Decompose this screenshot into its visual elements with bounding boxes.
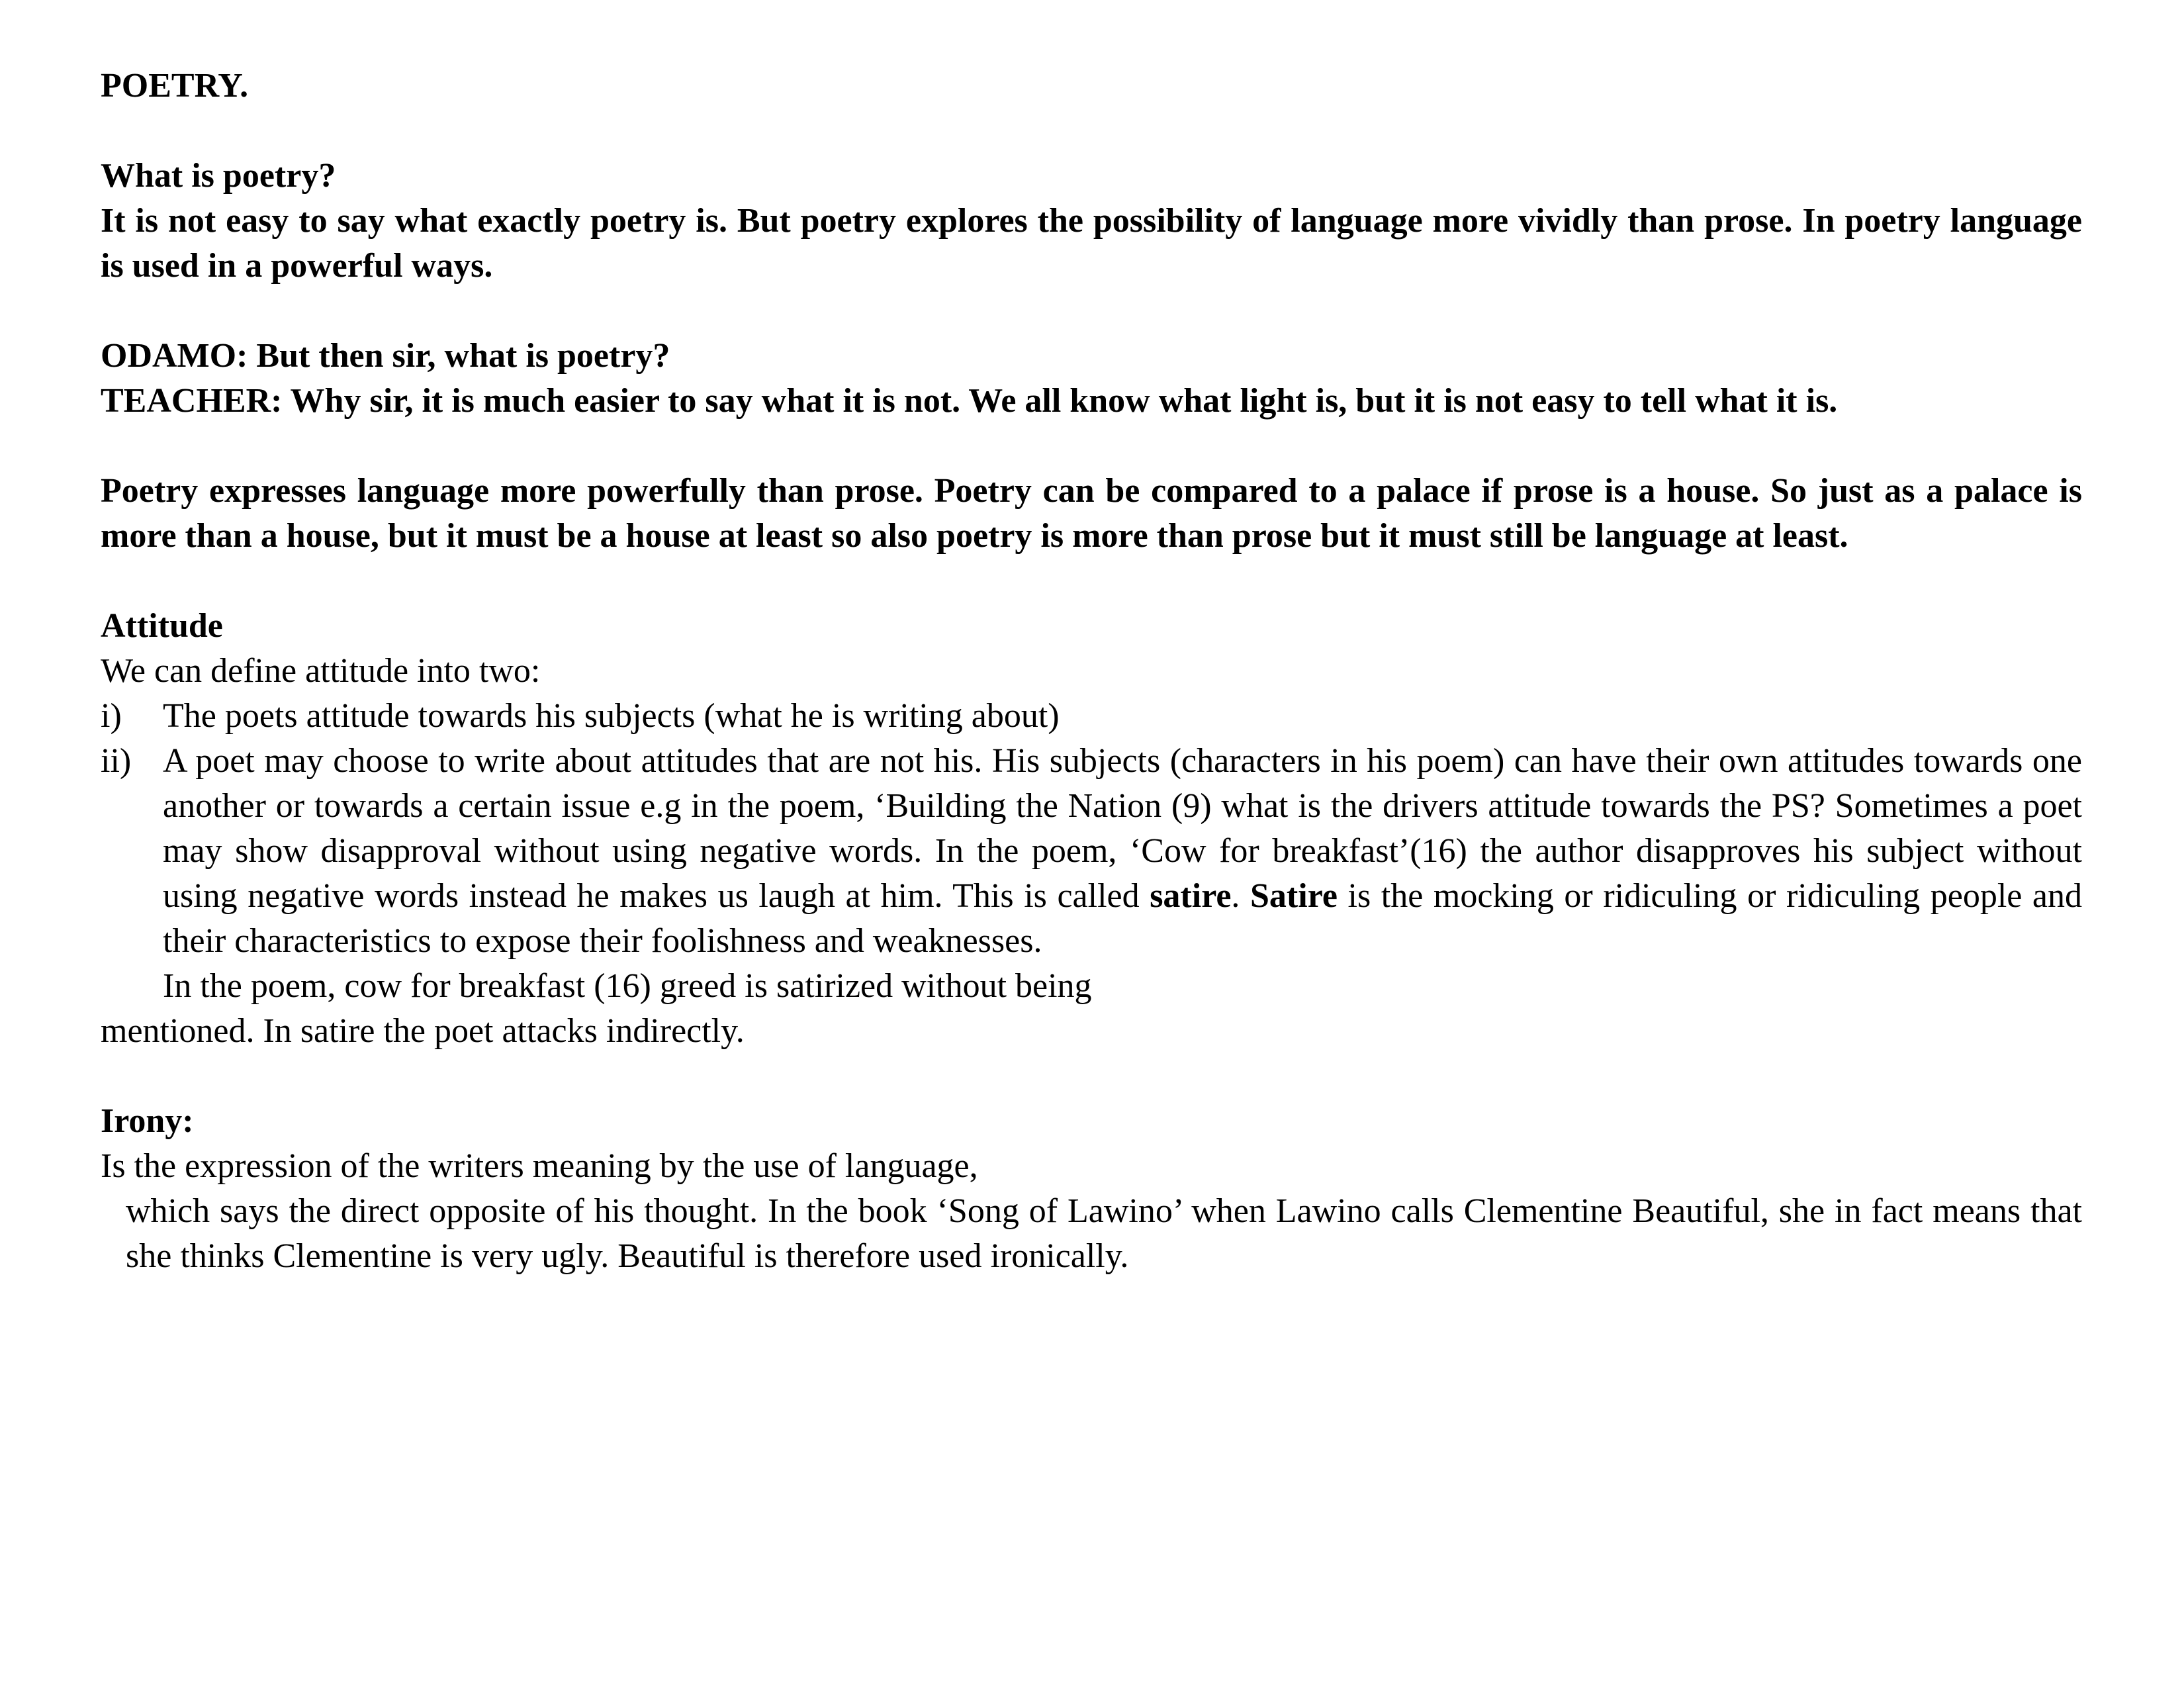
cow-breakfast-line-2: mentioned. In satire the poet attacks indirectly. <box>101 1012 745 1050</box>
spacer <box>101 109 2082 154</box>
list-marker: ii) <box>101 742 132 780</box>
list-item-text: A poet may choose to write about attitudes that are not his. His subjects (characters in his poem) can have their own attitudes towards one another or towards a certain issue e.g in the poem, ‘Building the Nation (9) what is the drivers attitude towards the PS? Sometimes a poet may show disapproval without using negative words. In the poem, ‘Cow for breakfast’(16) the author disapproves his subject without using negative words instead he makes us laugh at him. This is called <box>163 742 2082 915</box>
what-is-poetry-heading: What is poetry? <box>101 157 336 195</box>
attitude-intro: We can define attitude into two: <box>101 652 541 690</box>
irony-heading: Irony: <box>101 1102 194 1140</box>
spacer <box>101 424 2082 469</box>
spacer <box>101 1054 2082 1099</box>
satire-term: satire <box>1150 877 1232 915</box>
what-is-poetry-paragraph: It is not easy to say what exactly poetry is. But poetry explores the possibility of language more vividly than prose. In poetry language is used in a powerful ways. <box>101 202 2082 285</box>
attitude-list-item-1 <box>101 694 2082 739</box>
list-item-text: is the mocking or ridiculing or ridiculing people and their characteristics to expose their foolishness and weaknesses. <box>163 877 2083 960</box>
list-item-text: . <box>1231 877 1251 915</box>
irony-line-1: Is the expression of the writers meaning by the use of language, <box>101 1147 978 1185</box>
cow-breakfast-line-1: In the poem, cow for breakfast (16) greed is satirized without being <box>163 967 1092 1005</box>
list-marker: i) <box>101 697 122 735</box>
attitude-list-item-2 <box>101 739 2082 964</box>
spacer <box>101 289 2082 334</box>
document-page <box>101 64 2082 1279</box>
satire-term-capital: Satire <box>1250 877 1338 915</box>
odamo-line: ODAMO: But then sir, what is poetry? <box>101 337 670 375</box>
palace-paragraph: Poetry expresses language more powerfully than prose. Poetry can be compared to a palace if prose is a house. So just as a palace is more than a house, but it must be a house at least so also poetry is more than prose but it must still be language at least. <box>101 472 2082 555</box>
page-title: POETRY. <box>101 67 249 105</box>
spacer <box>101 559 2082 604</box>
list-item-text: The poets attitude towards his subjects (what he is writing about) <box>163 697 1060 735</box>
irony-paragraph: which says the direct opposite of his thought. In the book ‘Song of Lawino’ when Lawino calls Clementine Beautiful, she in fact means that she thinks Clementine is very ugly. Beautiful is therefore used ironically. <box>126 1192 2082 1275</box>
attitude-heading: Attitude <box>101 607 223 645</box>
teacher-line: TEACHER: Why sir, it is much easier to say what it is not. We all know what light is, but it is not easy to tell what it is. <box>101 382 1838 420</box>
